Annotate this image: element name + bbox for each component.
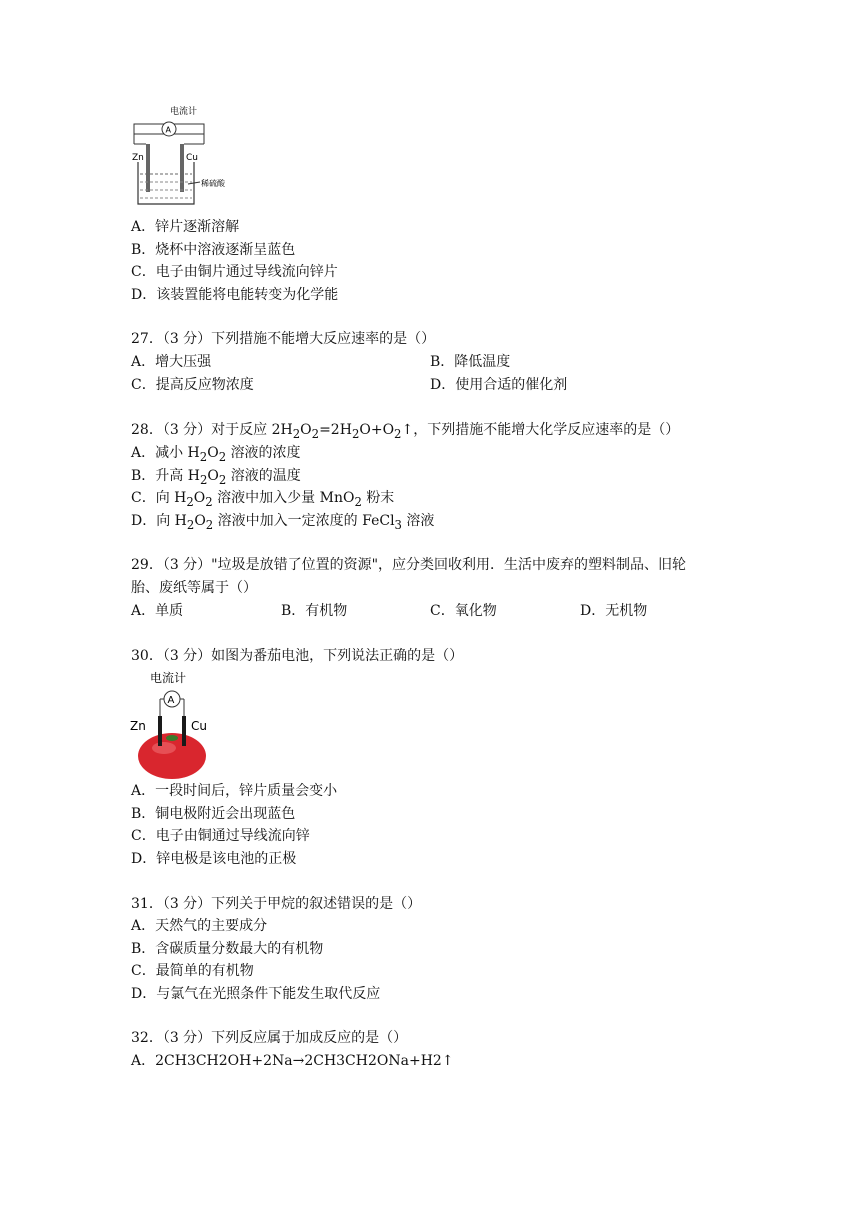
q28-c-pre: C．向 H — [131, 490, 187, 506]
tomato-battery-figure — [128, 668, 218, 780]
q28-option-c: C．向 $H_2O_2$ 溶液中加入少量 MnO$_2$ 粉末 — [131, 490, 395, 509]
q27-option-b: B．降低温度 — [430, 354, 511, 370]
q29-stem-line1: 29．（3 分）"垃圾是放错了位置的资源"，应分类回收利用．生活中废弃的塑料制品、旧轮 — [131, 557, 687, 573]
q28-option-b: B．升高 $H_2O_2$ 溶液的温度 — [131, 468, 301, 487]
tomato-meter-label: 电流计 — [150, 671, 187, 685]
q28-c-mid: 溶液中加入少量 MnO — [217, 490, 355, 506]
q28-b-post: 溶液的温度 — [230, 468, 301, 484]
q31-stem: 31．（3 分）下列关于甲烷的叙述错误的是（） — [131, 896, 422, 912]
q26-option-d: D．该装置能将电能转变为化学能 — [131, 287, 339, 303]
copper-electrode — [180, 144, 184, 192]
galvanic-cell-diagram — [128, 102, 233, 208]
q27-option-d: D．使用合适的催化剂 — [430, 377, 568, 393]
q27-stem: 27．（3 分）下列措施不能增大反应速率的是（） — [131, 331, 436, 347]
q29-option-b: B．有机物 — [281, 603, 348, 619]
q28-d-post: 溶液 — [406, 513, 435, 529]
zn-label: Zn — [132, 153, 144, 163]
q31-option-d: D．与氯气在光照条件下能发生取代反应 — [131, 986, 381, 1002]
q28-option-d: D．向 $H_2O_2$ 溶液中加入一定浓度的 FeCl$_3$ 溶液 — [131, 513, 435, 532]
q26-option-a: A．锌片逐渐溶解 — [131, 219, 240, 235]
q30-option-c: C．电子由铜通过导线流向锌 — [131, 828, 310, 844]
tomato-zn-label: Zn — [130, 719, 146, 733]
tomato-copper-electrode — [182, 716, 186, 746]
q28-c-post: 粉末 — [366, 490, 395, 506]
ammeter-symbol: A — [165, 125, 171, 135]
tomato-cu-label: Cu — [191, 719, 207, 733]
q28-d-pre: D．向 H — [131, 513, 187, 529]
meter-label: 电流计 — [170, 107, 198, 117]
cu-label: Cu — [186, 153, 198, 163]
q31-option-b: B．含碳质量分数最大的有机物 — [131, 941, 324, 957]
q30-option-b: B．铜电极附近会出现蓝色 — [131, 806, 296, 822]
q28-a-post: 溶液的浓度 — [230, 445, 301, 461]
tomato-ammeter-symbol: A — [167, 695, 175, 706]
q29-option-d: D．无机物 — [580, 603, 648, 619]
q30-option-a: A．一段时间后，锌片质量会变小 — [131, 783, 338, 799]
q28-b-pre: B．升高 H — [131, 468, 200, 484]
q28-option-a: A．减小 $H_2O_2$ 溶液的浓度 — [131, 445, 301, 464]
q27-option-c: C．提高反应物浓度 — [131, 377, 254, 393]
q28-stem: 28．（3 分）对于反应 $2H_2O_2=2H_2O+O_2↑$，下列措施不能增大化学反应速率的是（） — [131, 422, 680, 441]
tomato-battery-diagram — [128, 668, 218, 780]
q30-stem: 30．（3 分）如图为番茄电池，下列说法正确的是（） — [131, 648, 464, 664]
q27-option-a: A．增大压强 — [131, 354, 212, 370]
q31-option-c: C．最简单的有机物 — [131, 963, 254, 979]
q31-option-a: A．天然气的主要成分 — [131, 918, 268, 934]
solution-label: 稀硫酸 — [201, 179, 225, 188]
q28-a-pre: A．减小 H — [131, 445, 200, 461]
zinc-electrode — [146, 144, 150, 192]
galvanic-cell-figure — [128, 102, 233, 208]
q32-option-a: A．2CH3CH2OH+2Na→2CH3CH2ONa+H2↑ — [131, 1053, 454, 1069]
q28-stem-suffix: ，下列措施不能增大化学反应速率的是（） — [413, 422, 680, 438]
q29-stem-line2: 胎、废纸等属于（） — [131, 580, 257, 596]
q29-option-a: A．单质 — [131, 603, 184, 619]
q26-option-b: B．烧杯中溶液逐渐呈蓝色 — [131, 242, 296, 258]
q29-option-c: C．氧化物 — [430, 603, 497, 619]
q28-d-mid: 溶液中加入一定浓度的 FeCl — [217, 513, 395, 529]
q26-option-c: C．电子由铜片通过导线流向锌片 — [131, 264, 338, 280]
q30-option-d: D．锌电极是该电池的正极 — [131, 851, 297, 867]
q28-stem-prefix: 28．（3 分）对于反应 2H — [131, 422, 293, 438]
tomato-zinc-electrode — [158, 716, 162, 746]
q32-stem: 32．（3 分）下列反应属于加成反应的是（） — [131, 1030, 408, 1046]
